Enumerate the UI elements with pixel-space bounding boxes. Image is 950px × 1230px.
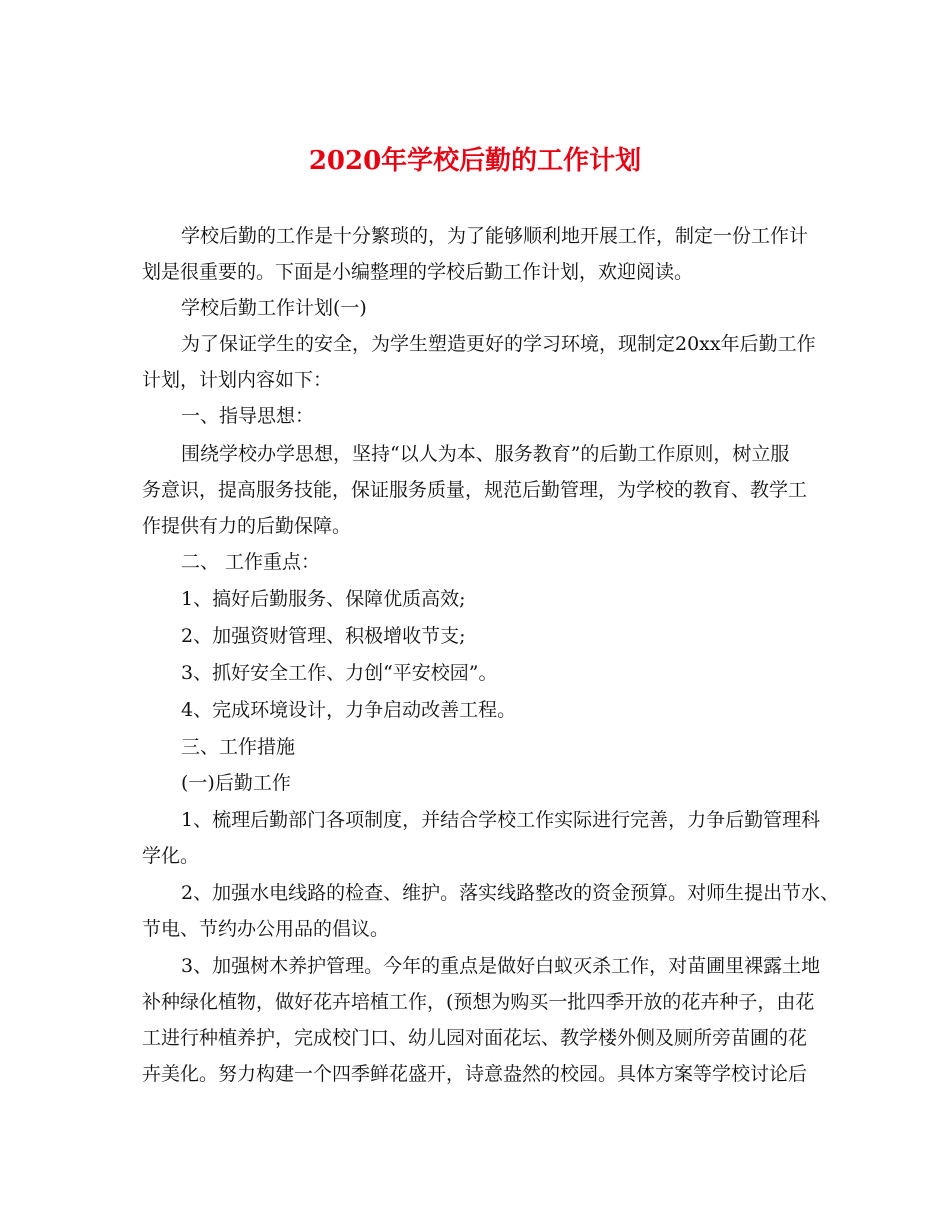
document-title: 2020年学校后勤的工作计划 <box>308 146 642 176</box>
paragraph-line: 为了保证学生的安全，为学生塑造更好的学习环境，现制定20xx年后勤工作 <box>181 333 816 355</box>
paragraph-line: 作提供有力的后勤保障。 <box>142 515 352 537</box>
paragraph-line: 学校后勤的工作是十分繁琐的，为了能够顺利地开展工作，制定一份工作计 <box>181 225 809 247</box>
list-item: 1、搞好后勤服务、保障优质高效; <box>181 588 466 610</box>
paragraph-line: 学化。 <box>142 845 200 867</box>
paragraph-line: 节电、节约办公用品的倡议。 <box>142 918 390 940</box>
paragraph-line: 划是很重要的。下面是小编整理的学校后勤工作计划，欢迎阅读。 <box>142 261 694 283</box>
section-heading: 三、工作措施 <box>181 736 296 758</box>
section-heading: 一、指导思想： <box>181 405 315 427</box>
paragraph-line: 务意识，提高服务技能，保证服务质量，规范后勤管理，为学校的教育、教学工 <box>142 479 808 501</box>
list-item: 3、抓好安全工作、力创“平安校园”。 <box>181 662 498 684</box>
section-heading: 学校后勤工作计划(一) <box>181 297 367 319</box>
paragraph-line: 计划，计划内容如下： <box>142 369 333 391</box>
section-heading: 二、 工作重点： <box>181 551 321 573</box>
list-item: 2、加强资财管理、积极增收节支; <box>181 625 466 647</box>
paragraph-line: 补种绿化植物，做好花卉培植工作，(预想为购买一批四季开放的花卉种子，由花 <box>142 991 815 1013</box>
paragraph-line: 卉美化。努力构建一个四季鲜花盛开，诗意盎然的校园。具体方案等学校讨论后 <box>142 1063 808 1085</box>
paragraph-line: 1、梳理后勤部门各项制度，并结合学校工作实际进行完善，力争后勤管理科 <box>181 809 821 831</box>
section-heading: (一)后勤工作 <box>181 772 291 794</box>
paragraph-line: 2、加强水电线路的检查、维护。落实线路整改的资金预算。对师生提出节水、 <box>181 882 840 904</box>
paragraph-line: 工进行种植养护，完成校门口、幼儿园对面花坛、教学楼外侧及厕所旁苗圃的花 <box>142 1027 808 1049</box>
paragraph-line: 围绕学校办学思想，坚持“以人为本、服务教育”的后勤工作原则，树立服 <box>181 443 790 465</box>
list-item: 4、完成环境设计，力争启动改善工程。 <box>181 699 517 721</box>
paragraph-line: 3、加强树木养护管理。今年的重点是做好白蚁灭杀工作，对苗圃里裸露土地 <box>181 955 821 977</box>
